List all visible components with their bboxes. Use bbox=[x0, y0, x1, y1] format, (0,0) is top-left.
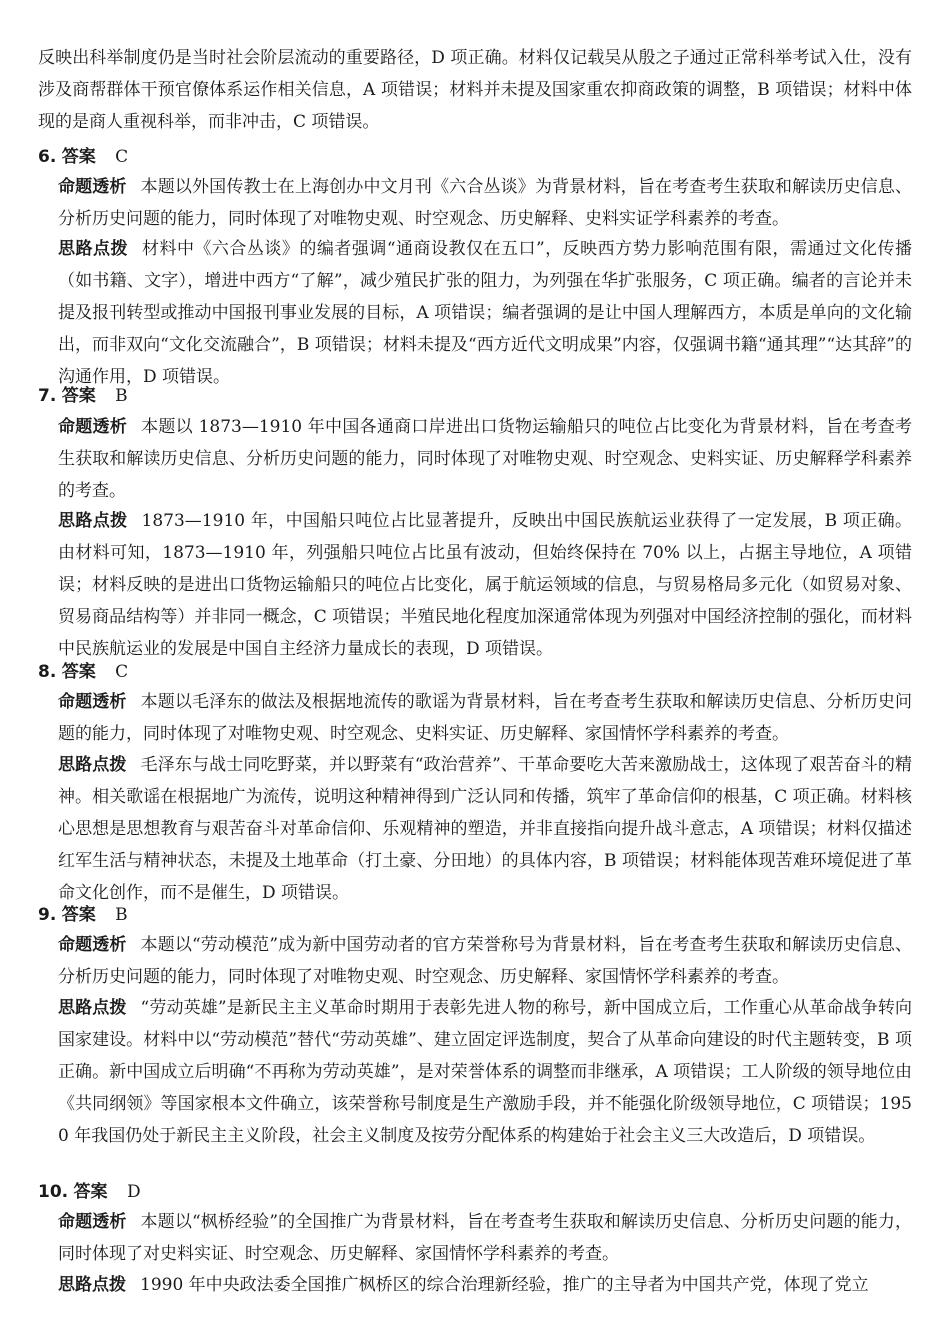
q6-intent-text: 本题以外国传教士在上海创办中文月刊《六合丛谈》为背景材料，旨在考查考生获取和解读历史信息、分析历史问题的能力，同时体现了对唯物史观、时空观念、历史解释、史料实证学科素养的考查。 bbox=[58, 177, 913, 229]
q9-answer-value: B bbox=[115, 905, 128, 925]
q8-intent bbox=[58, 686, 912, 750]
q9-analysis-text: “劳动英雄”是新民主主义革命时期用于表彰先进人物的称号，新中国成立后，工作重心从革命战争转向国家建设。材料中以“劳动模范”替代“劳动英雄”、建立固定评选制度，契合了从革命向建设的时代主题转变，B 项正确。新中国成立后明确“不再称为劳动英雄”，是对荣誉体系的调整而非继承，A 项错误；工人阶级的领导地位由《共同纲领》等国家根本文件确立，该荣誉称号制度是生产激励手段，并不能强化阶级领导地位，C 项错误；1950 年我国仍处于新民主主义阶段，社会主义制度及按劳分配体系的构建始于社会主义三大改造后，D 项错误。 bbox=[58, 998, 912, 1146]
q7-analysis bbox=[58, 505, 912, 665]
q8-analysis-text: 毛泽东与战士同吃野菜，并以野菜有“政治营养”、干革命要吃大苦来激励战士，这体现了艰苦奋斗的精神。相关歌谣在根据地广为流传，说明这种精神得到广泛认同和传播，筑牢了革命信仰的根基，C 项正确。材料核心思想是思想教育与艰苦奋斗对革命信仰、乐观精神的塑造，并非直接指向提升战斗意志，A 项错误；材料仅描述红军生活与精神状态，未提及土地革命（打土豪、分田地）的具体内容，B 项错误；材料能体现苦难环境促进了革命文化创作，而不是催生，D 项错误。 bbox=[58, 755, 912, 903]
q10-intent-label: 命题透析 bbox=[58, 1212, 127, 1232]
q10-answer-line bbox=[38, 1176, 141, 1208]
q8-intent-label: 命题透析 bbox=[58, 692, 127, 712]
q10-analysis bbox=[58, 1269, 912, 1301]
q9-analysis bbox=[58, 992, 912, 1152]
q9-intent-label: 命题透析 bbox=[58, 935, 127, 955]
q6-number: 6. bbox=[38, 147, 57, 167]
q7-answer-line bbox=[38, 380, 128, 412]
q6-analysis-text: 材料中《六合丛谈》的编者强调“通商设教仅在五口”，反映西方势力影响范围有限，需通过文化传播（如书籍、文字），增进中西方“了解”，减少殖民扩张的阻力，为列强在华扩张服务，C 项正确。编者的言论并未提及报刊转型或推动中国报刊事业发展的目标，A 项错误；编者强调的是让中国人理解西方，本质是单向的文化输出，而非双向“文化交流融合”，B 项错误；材料未提及“西方近代文明成果”内容，仅强调书籍“通其理”“达其辞”的沟通作用，D 项错误。 bbox=[58, 239, 912, 387]
q7-number: 7. bbox=[38, 386, 57, 406]
q8-number: 8. bbox=[38, 662, 57, 682]
q7-answer-label: 答案 bbox=[61, 386, 96, 406]
q8-analysis bbox=[58, 749, 912, 909]
q7-intent-label: 命题透析 bbox=[58, 417, 128, 437]
q7-intent-text: 本题以 1873—1910 年中国各通商口岸进出口货物运输船只的吨位占比变化为背景材料，旨在考查考生获取和解读历史信息、分析历史问题的能力，同时体现了对唯物史观、时空观念、史料实证、历史解释学科素养的考查。 bbox=[58, 417, 912, 501]
q8-answer-line bbox=[38, 656, 128, 688]
q8-intent-text: 本题以毛泽东的做法及根据地流传的歌谣为背景材料，旨在考查考生获取和解读历史信息、分析历史问题的能力，同时体现了对唯物史观、时空观念、史料实证、历史解释、家国情怀学科素养的考查。 bbox=[58, 692, 913, 744]
q8-answer-value: C bbox=[115, 662, 129, 682]
q8-answer-label: 答案 bbox=[61, 662, 96, 682]
q9-answer-line bbox=[38, 899, 128, 931]
q9-intent-text: 本题以“劳动模范”成为新中国劳动者的官方荣誉称号为背景材料，旨在考查考生获取和解读历史信息、分析历史问题的能力，同时体现了对唯物史观、时空观念、历史解释、家国情怀学科素养的考查。 bbox=[58, 935, 912, 987]
q7-analysis-text: 1873—1910 年，中国船只吨位占比显著提升，反映出中国民族航运业获得了一定发展，B 项正确。由材料可知，1873—1910 年，列强船只吨位占比虽有波动，但始终保持在 70% 以上，占据主导地位，A 项错误；材料反映的是进出口货物运输船只的吨位占比变化，属于航运领域的信息，与贸易格局多元化（如贸易对象、贸易商品结构等）并非同一概念，C 项错误；半殖民地化程度加深通常体现为列强对中国经济控制的强化，而材料中民族航运业的发展是中国自主经济力量成长的表现，D 项错误。 bbox=[58, 511, 913, 659]
q10-answer-label: 答案 bbox=[73, 1182, 108, 1202]
q10-answer-value: D bbox=[126, 1182, 141, 1202]
q10-intent-text: 本题以“枫桥经验”的全国推广为背景材料，旨在考查考生获取和解读历史信息、分析历史问题的能力，同时体现了对史料实证、时空观念、历史解释、家国情怀学科素养的考查。 bbox=[58, 1212, 912, 1264]
q6-intent bbox=[58, 171, 912, 235]
q6-answer-value: C bbox=[115, 147, 129, 167]
q10-analysis-text: 1990 年中央政法委全国推广枫桥区的综合治理新经验，推广的主导者为中国共产党，体现了党立 bbox=[140, 1275, 869, 1295]
q6-answer-line bbox=[38, 141, 128, 173]
q9-answer-label: 答案 bbox=[61, 905, 96, 925]
q7-answer-value: B bbox=[115, 386, 128, 406]
q10-number: 10. bbox=[38, 1182, 69, 1202]
q7-intent bbox=[58, 411, 912, 507]
q10-intent bbox=[58, 1206, 912, 1270]
q6-answer-label: 答案 bbox=[61, 147, 96, 167]
q6-intent-label: 命题透析 bbox=[58, 177, 127, 197]
intro-paragraph: 反映出科举制度仍是当时社会阶层流动的重要路径，D 项正确。材料仅记载吴从殷之子通过正常科举考试入仕，没有涉及商帮群体干预官僚体系运作相关信息，A 项错误；材料并未提及国家重农抑商政策的调整，B 项错误；材料中体现的是商人重视科举，而非冲击，C 项错误。 bbox=[38, 48, 912, 132]
q6-analysis bbox=[58, 233, 912, 393]
q7-analysis-label: 思路点拨 bbox=[58, 511, 128, 531]
q9-number: 9. bbox=[38, 905, 57, 925]
q9-intent bbox=[58, 929, 912, 993]
q8-analysis-label: 思路点拨 bbox=[58, 755, 127, 775]
q6-analysis-label: 思路点拨 bbox=[58, 239, 128, 259]
q9-analysis-label: 思路点拨 bbox=[58, 998, 127, 1018]
q10-analysis-label: 思路点拨 bbox=[58, 1275, 126, 1295]
